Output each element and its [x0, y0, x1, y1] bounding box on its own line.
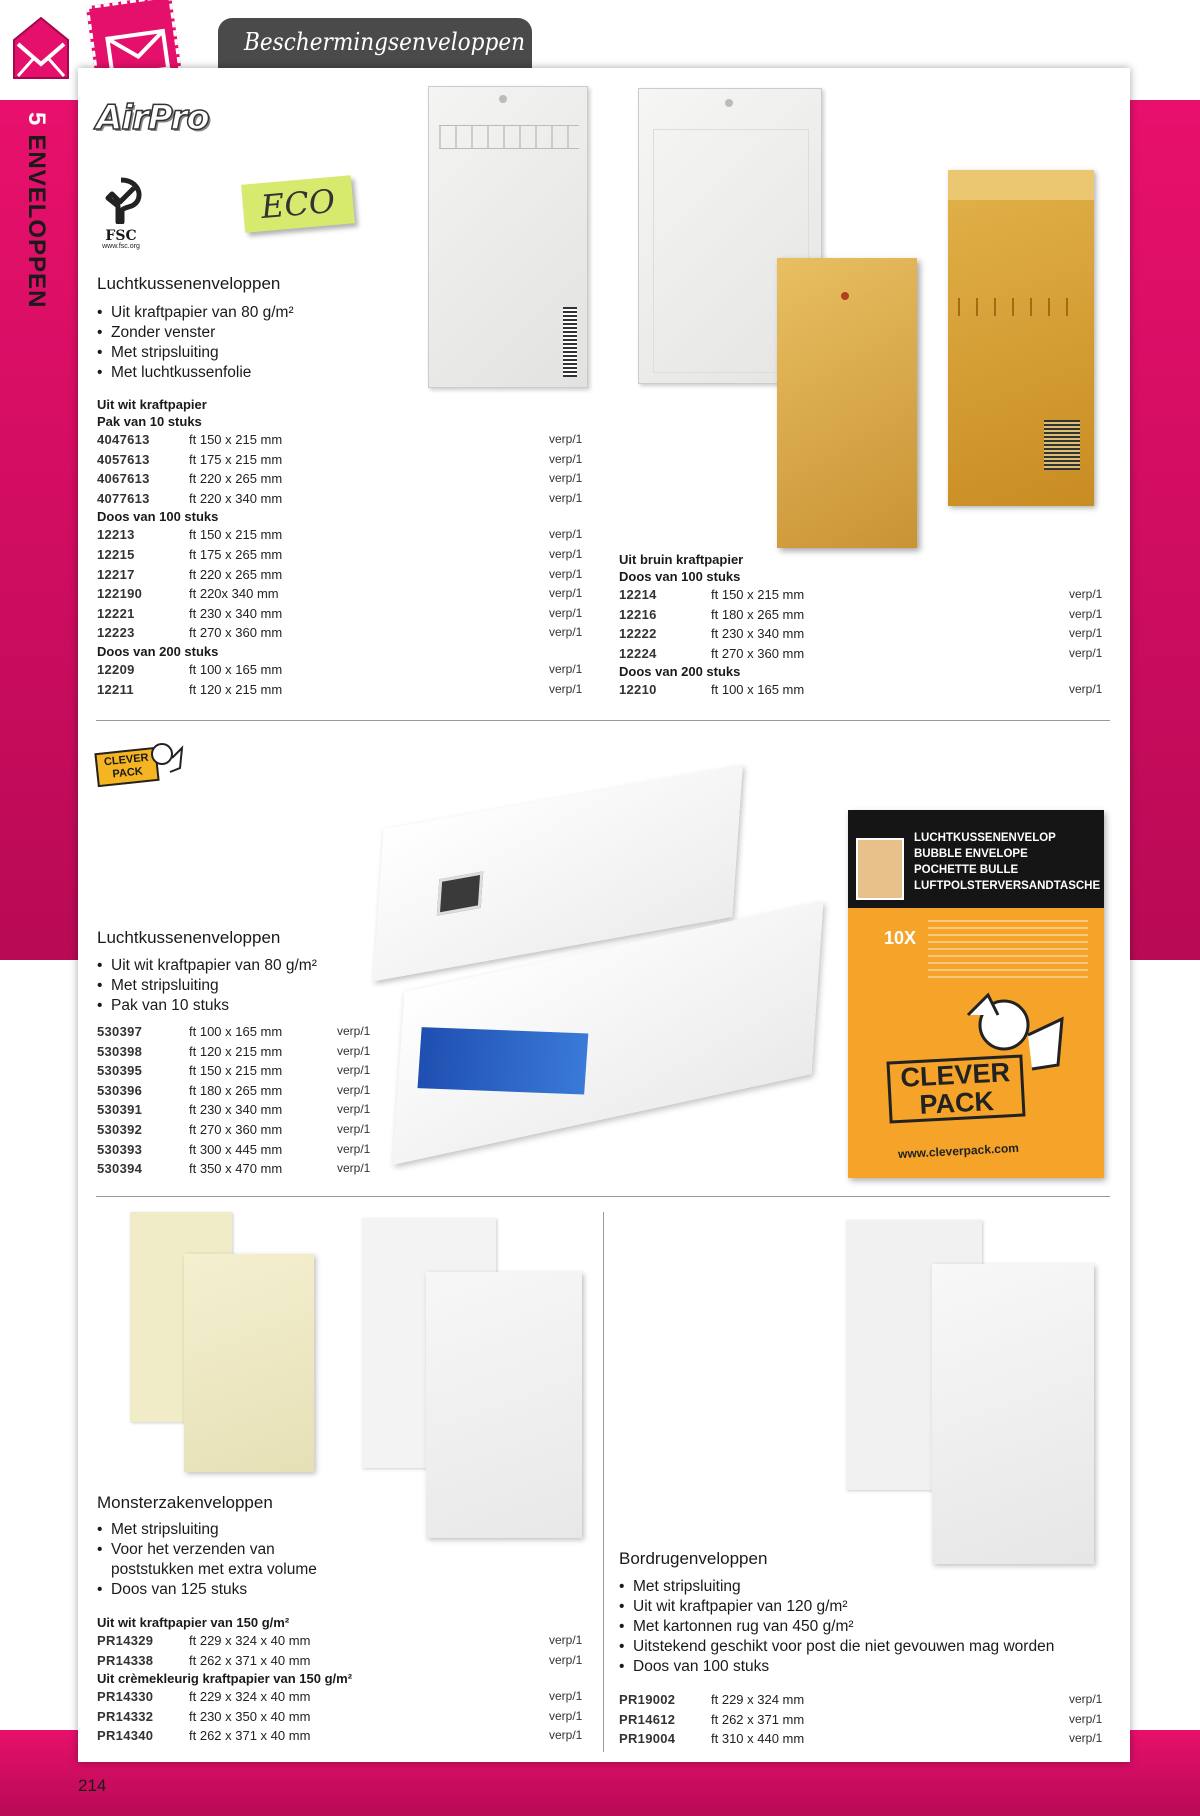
table-row: 530393 ft 300 x 445 mm verp/1 [97, 1141, 371, 1157]
section-divider [96, 720, 1110, 721]
bullet: • Uit wit kraftpapier van 80 g/m² [97, 956, 317, 976]
table-row: 12216 ft 180 x 265 mm verp/1 [619, 606, 1103, 622]
table-row: 12211 ft 120 x 215 mm verp/1 [97, 681, 583, 697]
mascot-icon [144, 738, 184, 778]
chapter-title: ENVELOPPEN [23, 134, 50, 309]
board-back-envelope-image [932, 1264, 1094, 1564]
table-row: 12210 ft 100 x 165 mm verp/1 [619, 682, 1103, 698]
header-tab-label: Beschermingsenveloppen [244, 28, 526, 56]
content-sheet [78, 68, 1130, 1762]
cream-gusset-envelope-image [184, 1254, 314, 1472]
section1-left-table [97, 396, 602, 699]
table-row: 4067613 ft 220 x 265 mm verp/1 [97, 471, 583, 487]
package-count: 10X [884, 928, 917, 948]
table-row: 12223 ft 270 x 360 mm verp/1 [97, 625, 583, 641]
table-row: 12217 ft 220 x 265 mm verp/1 [97, 566, 583, 582]
table-row: 530396 ft 180 x 265 mm verp/1 [97, 1082, 371, 1098]
package-title-line: POCHETTE BULLE [914, 864, 1019, 876]
table-row: 122190 ft 220x 340 mm verp/1 [97, 586, 583, 602]
fsc-url: www.fsc.org [102, 243, 140, 250]
section4-bullets [619, 1577, 1109, 1677]
section1-bullets [97, 303, 294, 383]
package-title-line: LUCHTKUSSENENVELOP [914, 832, 1056, 844]
table-row: PR14330 ft 229 x 324 x 40 mm verp/1 [97, 1689, 583, 1705]
chapter-label [22, 112, 52, 332]
group-heading: Uit bruin kraftpapier [619, 552, 744, 567]
table-row: PR14332 ft 230 x 350 x 40 mm verp/1 [97, 1708, 583, 1724]
fsc-label: FSC [105, 228, 137, 244]
table-row: 4047613 ft 150 x 215 mm verp/1 [97, 432, 583, 447]
chapter-number: 5 [23, 112, 50, 127]
table-rows [619, 680, 1109, 700]
package-title [914, 830, 1100, 894]
section3-table [97, 1614, 602, 1746]
brown-bubble-envelope-back-image [948, 170, 1094, 506]
white-bubble-envelope-image [428, 86, 588, 388]
table-row: 12221 ft 230 x 340 mm verp/1 [97, 605, 583, 621]
group-label: Pak van 10 stuks [97, 414, 202, 429]
bullet: • Uit wit kraftpapier van 120 g/m² [619, 1597, 1109, 1617]
table-row: 12209 ft 100 x 165 mm verp/1 [97, 661, 583, 677]
bullet: • Pak van 10 stuks [97, 996, 317, 1016]
clever-pack-logo-text: CLEVER PACK [94, 747, 159, 787]
section2-bullets [97, 956, 317, 1016]
table-row: 12222 ft 230 x 340 mm verp/1 [619, 626, 1103, 642]
table-row: 4057613 ft 175 x 215 mm verp/1 [97, 451, 583, 467]
package-brand [886, 1054, 1025, 1123]
section1-title: Luchtkussenenveloppen [97, 274, 281, 293]
bullet: • Met kartonnen rug van 450 g/m² [619, 1617, 1109, 1637]
package-brand-line: PACK [918, 1086, 995, 1120]
table-row: 530395 ft 150 x 215 mm verp/1 [97, 1063, 371, 1079]
cleverpack-package-image [848, 810, 1104, 1178]
airpro-logo: AirPro [96, 98, 209, 138]
bullet: • Met stripsluiting [97, 1520, 357, 1540]
table-row: 530392 ft 270 x 360 mm verp/1 [97, 1121, 371, 1137]
section2-table [97, 1022, 397, 1179]
table-row: PR14340 ft 262 x 371 x 40 mm verp/1 [97, 1728, 583, 1744]
group-label: Doos van 100 stuks [97, 509, 219, 525]
table-row: 530397 ft 100 x 165 mm verp/1 [97, 1024, 371, 1039]
envelope-open-icon [10, 14, 72, 82]
table-row: PR14338 ft 262 x 371 x 40 mm verp/1 [97, 1652, 583, 1668]
section4-title: Bordrugenveloppen [619, 1549, 768, 1568]
group-heading: Uit wit kraftpapier [97, 397, 207, 412]
table-row: 12214 ft 150 x 215 mm verp/1 [619, 587, 1103, 602]
table-row: 530398 ft 120 x 215 mm verp/1 [97, 1043, 371, 1059]
table-row: 4077613 ft 220 x 340 mm verp/1 [97, 490, 583, 506]
section3-title: Monsterzakenveloppen [97, 1493, 273, 1512]
table-row: 12215 ft 175 x 265 mm verp/1 [97, 546, 583, 562]
clever-pack-logo [96, 738, 182, 796]
column-divider [603, 1212, 604, 1752]
fsc-logo [92, 176, 150, 250]
bullet: • Voor het verzenden van poststukken met extra volume [97, 1540, 357, 1580]
bullet: • Doos van 125 stuks [97, 1580, 357, 1600]
group-label: Doos van 200 stuks [97, 643, 219, 659]
table-row: 530391 ft 230 x 340 mm verp/1 [97, 1102, 371, 1118]
eco-label: ECO [259, 181, 337, 227]
table-rows [619, 585, 1109, 663]
brown-bubble-envelope-image [777, 258, 917, 548]
table-row: PR14612 ft 262 x 371 mm verp/1 [619, 1711, 1103, 1727]
package-url: www.cleverpack.com [897, 1140, 1020, 1162]
table-row: PR19004 ft 310 x 440 mm verp/1 [619, 1731, 1103, 1747]
white-gusset-envelope-image [426, 1272, 582, 1538]
bullet: • Uit kraftpapier van 80 g/m² [97, 303, 294, 323]
section-divider [96, 1196, 1110, 1197]
tree-check-icon [94, 176, 148, 224]
package-brand-line: CLEVER [899, 1057, 1011, 1093]
bullet: • Met stripsluiting [97, 343, 294, 363]
table-rows [97, 525, 602, 643]
bullet: • Uitstekend geschikt voor post die niet gevouwen mag worden [619, 1637, 1109, 1657]
group-label: Doos van 200 stuks [619, 664, 741, 680]
section1-right-table [619, 551, 1109, 700]
bullet: • Zonder venster [97, 323, 294, 343]
section2-title: Luchtkussenenveloppen [97, 928, 281, 947]
table-row: PR14329 ft 229 x 324 x 40 mm verp/1 [97, 1633, 583, 1648]
bullet: • Met luchtkussenfolie [97, 363, 294, 383]
bullet: • Met stripsluiting [97, 976, 317, 996]
table-row: PR19002 ft 229 x 324 mm verp/1 [619, 1692, 1103, 1707]
table-rows [97, 660, 602, 699]
page-number: 214 [78, 1776, 107, 1795]
group-label: Uit crèmekleurig kraftpapier van 150 g/m² [97, 1671, 353, 1687]
table-row: 12213 ft 150 x 215 mm verp/1 [97, 527, 583, 543]
eco-sticker [241, 175, 355, 232]
package-title-line: BUBBLE ENVELOPE [914, 848, 1028, 860]
section4-table [619, 1690, 1109, 1749]
table-row: 530394 ft 350 x 470 mm verp/1 [97, 1161, 371, 1177]
table-rows [97, 430, 602, 508]
group-label: Doos van 100 stuks [619, 569, 741, 584]
section3-bullets [97, 1520, 357, 1600]
bullet: • Met stripsluiting [619, 1577, 1109, 1597]
bullet: • Doos van 100 stuks [619, 1657, 1109, 1677]
table-row: 12224 ft 270 x 360 mm verp/1 [619, 645, 1103, 661]
group-label: Uit wit kraftpapier van 150 g/m² [97, 1615, 290, 1630]
package-title-line: LUFTPOLSTERVERSANDTASCHE [914, 880, 1101, 892]
